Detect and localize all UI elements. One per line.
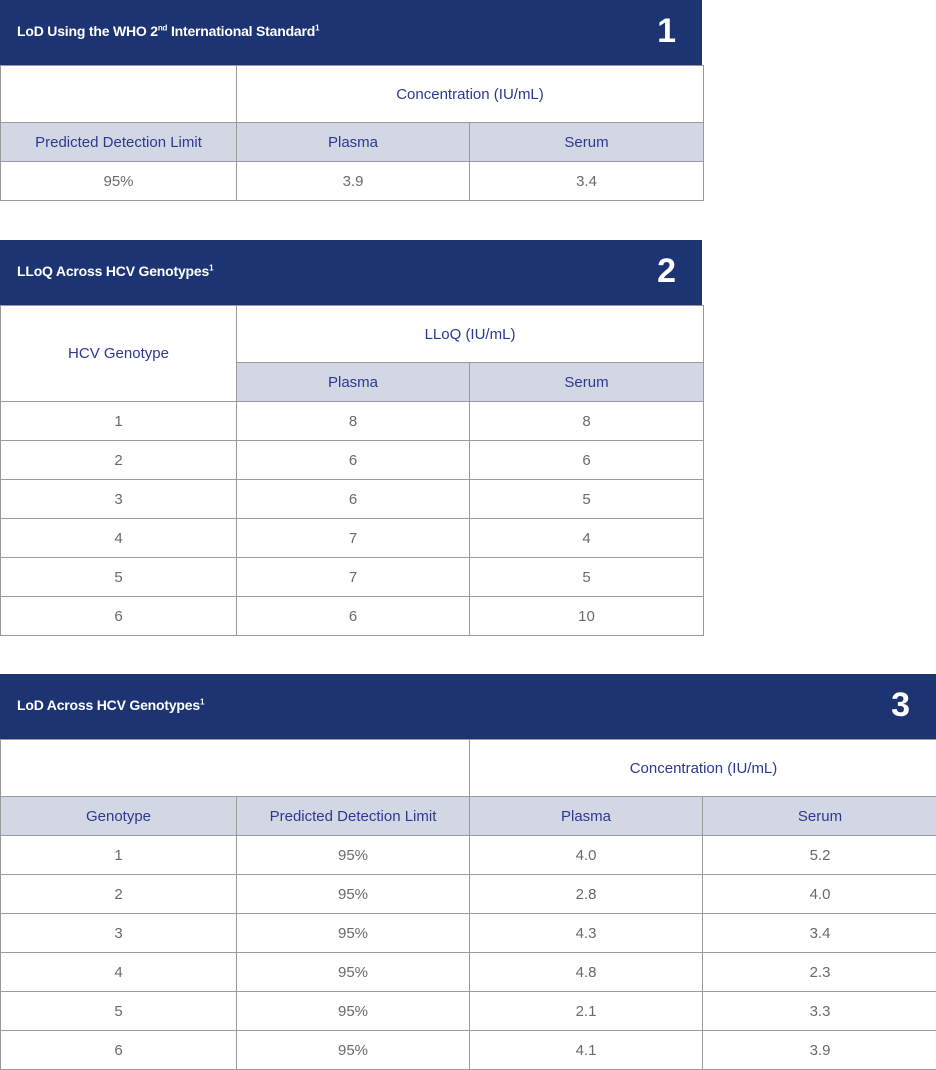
table-header <box>0 0 702 65</box>
table-row <box>1 914 936 953</box>
cell: 95% <box>237 953 470 992</box>
cell: 6 <box>237 597 470 636</box>
table-row <box>1 992 936 1031</box>
cell: 4.0 <box>703 875 936 914</box>
cell: 95% <box>1 162 237 201</box>
table-number: 1 <box>657 12 676 51</box>
cell: 4.0 <box>470 836 703 875</box>
column-header: Predicted Detection Limit <box>237 797 470 836</box>
cell: 3 <box>1 480 237 519</box>
table-row <box>1 836 936 875</box>
cell: 95% <box>237 992 470 1031</box>
cell: 5 <box>1 992 237 1031</box>
cell: 3.9 <box>237 162 470 201</box>
table-row <box>1 875 936 914</box>
cell: 10 <box>470 597 704 636</box>
cell: 95% <box>237 875 470 914</box>
cell: 5 <box>470 480 704 519</box>
cell: 2 <box>1 875 237 914</box>
group-header: Concentration (IU/mL) <box>470 740 936 797</box>
cell: 95% <box>237 1031 470 1070</box>
cell: 8 <box>237 402 470 441</box>
cell: 5 <box>1 558 237 597</box>
table-row <box>1 1031 936 1070</box>
cell: 2.3 <box>703 953 936 992</box>
table-row <box>1 402 704 441</box>
cell: 4 <box>1 519 237 558</box>
column-header: Plasma <box>237 123 470 162</box>
table-number: 2 <box>657 252 676 291</box>
empty-cell <box>1 66 237 123</box>
cell: 3.4 <box>470 162 704 201</box>
cell: 2.8 <box>470 875 703 914</box>
cell: 4.8 <box>470 953 703 992</box>
cell: 6 <box>237 441 470 480</box>
table-lod-genotypes <box>0 674 936 1070</box>
cell: 5.2 <box>703 836 936 875</box>
cell: 3.3 <box>703 992 936 1031</box>
cell: 1 <box>1 402 237 441</box>
table-lod-who <box>0 0 702 201</box>
table-row <box>1 441 704 480</box>
column-header: Genotype <box>1 797 237 836</box>
cell: 4.1 <box>470 1031 703 1070</box>
cell: 7 <box>237 519 470 558</box>
cell: 4 <box>1 953 237 992</box>
cell: 6 <box>470 441 704 480</box>
cell: 1 <box>1 836 237 875</box>
cell: 2.1 <box>470 992 703 1031</box>
table-number: 3 <box>891 686 910 725</box>
empty-cell <box>1 740 470 797</box>
group-header: Concentration (IU/mL) <box>237 66 704 123</box>
table-row <box>1 597 704 636</box>
table-row <box>1 162 704 201</box>
table-title: LoD Across HCV Genotypes$^1$ <box>17 697 204 713</box>
table-header <box>0 240 702 305</box>
group-header: LLoQ (IU/mL) <box>237 306 704 363</box>
cell: 4 <box>470 519 704 558</box>
cell: 6 <box>237 480 470 519</box>
column-header: Plasma <box>470 797 703 836</box>
cell: 2 <box>1 441 237 480</box>
cell: 95% <box>237 914 470 953</box>
table-row <box>1 519 704 558</box>
cell: 4.3 <box>470 914 703 953</box>
cell: 95% <box>237 836 470 875</box>
cell: 5 <box>470 558 704 597</box>
table-row <box>1 953 936 992</box>
column-header: Serum <box>470 363 704 402</box>
cell: 3.9 <box>703 1031 936 1070</box>
column-header: Plasma <box>237 363 470 402</box>
cell: 6 <box>1 597 237 636</box>
row-header: HCV Genotype <box>1 306 237 402</box>
cell: 6 <box>1 1031 237 1070</box>
table-title: LoD Using the WHO 2nd International Standard$^1$ <box>17 23 319 39</box>
cell: 3 <box>1 914 237 953</box>
table-row <box>1 480 704 519</box>
column-header: Serum <box>703 797 936 836</box>
cell: 8 <box>470 402 704 441</box>
table-row <box>1 558 704 597</box>
table-header <box>0 674 936 739</box>
cell: 7 <box>237 558 470 597</box>
column-header: Serum <box>470 123 704 162</box>
table-lloq <box>0 240 702 636</box>
column-header: Predicted Detection Limit <box>1 123 237 162</box>
table-title: LLoQ Across HCV Genotypes$^1$ <box>17 263 213 279</box>
cell: 3.4 <box>703 914 936 953</box>
